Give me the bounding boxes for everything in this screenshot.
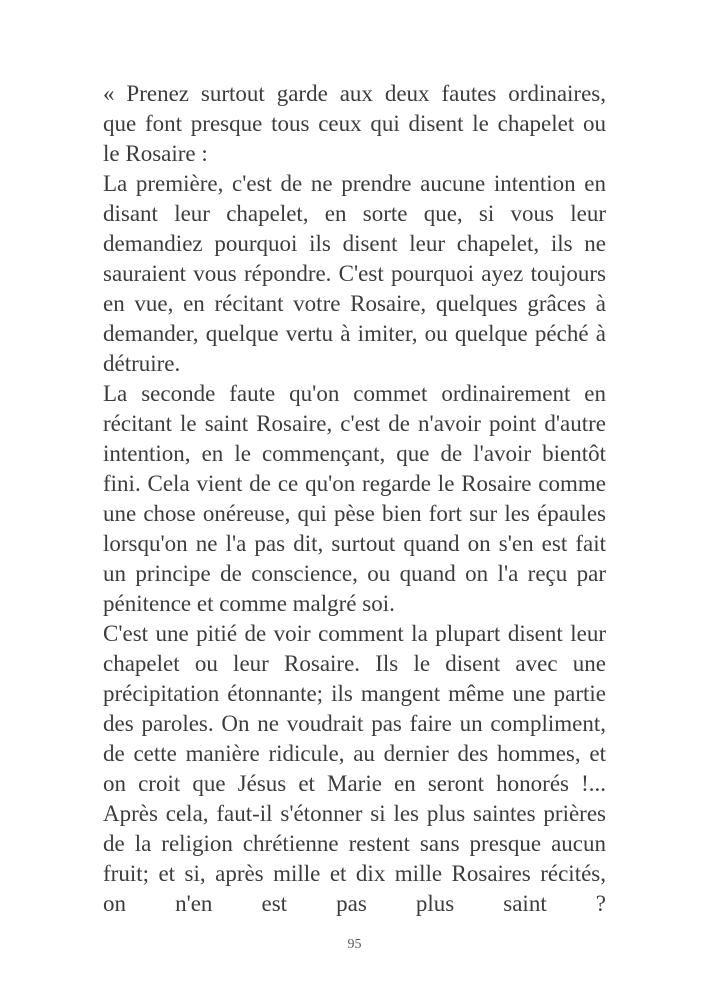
text-line: précipitation étonnante; ils mangent même une partie [103, 681, 606, 706]
text-line: demandiez pourquoi ils disent leur chapelet, ils ne [103, 231, 606, 256]
text-line: on croit que Jésus et Marie en seront honorés !... [103, 771, 606, 796]
text-line: récitant le saint Rosaire, c'est de n'avoir point d'autre [103, 411, 606, 436]
text-line: on n'en est pas plus saint ? [103, 891, 606, 916]
text-line: C'est une pitié de voir comment la plupart disent leur [103, 621, 606, 646]
text-line: lorsqu'on ne l'a pas dit, surtout quand on s'en est fait [103, 531, 606, 556]
text-line: fini. Cela vient de ce qu'on regarde le Rosaire comme [103, 471, 606, 496]
text-line: intention, en le commençant, que de l'avoir bientôt [103, 441, 606, 466]
text-line: « Prenez surtout garde aux deux fautes ordinaires, [103, 81, 606, 106]
text-line: chapelet ou leur Rosaire. Ils le disent avec une [103, 651, 606, 676]
text-line: La seconde faute qu'on commet ordinairement en [103, 381, 606, 406]
text-line: détruire. [103, 351, 181, 376]
text-line: un principe de conscience, ou quand on l'a reçu par [103, 561, 606, 586]
text-line: fruit; et si, après mille et dix mille Rosaires récités, [103, 861, 606, 886]
page-number: 95 [347, 937, 362, 952]
text-line: que font presque tous ceux qui disent le chapelet ou [103, 111, 606, 136]
text-line: La première, c'est de ne prendre aucune intention en [103, 171, 606, 196]
text-line: de la religion chrétienne restent sans presque aucun [103, 831, 606, 856]
text-line: une chose onéreuse, qui pèse bien fort sur les épaules [103, 501, 606, 526]
text-line: sauraient vous répondre. C'est pourquoi ayez toujours [103, 261, 606, 286]
text-line: disant leur chapelet, en sorte que, si vous leur [103, 201, 606, 226]
text-line: en vue, en récitant votre Rosaire, quelques grâces à [103, 291, 606, 316]
text-line: des paroles. On ne voudrait pas faire un compliment, [103, 711, 606, 736]
text-line: demander, quelque vertu à imiter, ou quelque péché à [103, 321, 606, 346]
text-line: Après cela, faut-il s'étonner si les plus saintes prières [103, 801, 606, 826]
text-block [103, 79, 606, 919]
text-line: pénitence et comme malgré soi. [103, 591, 395, 616]
text-line: de cette manière ridicule, au dernier des hommes, et [103, 741, 606, 766]
text-line: le Rosaire : [103, 141, 208, 166]
